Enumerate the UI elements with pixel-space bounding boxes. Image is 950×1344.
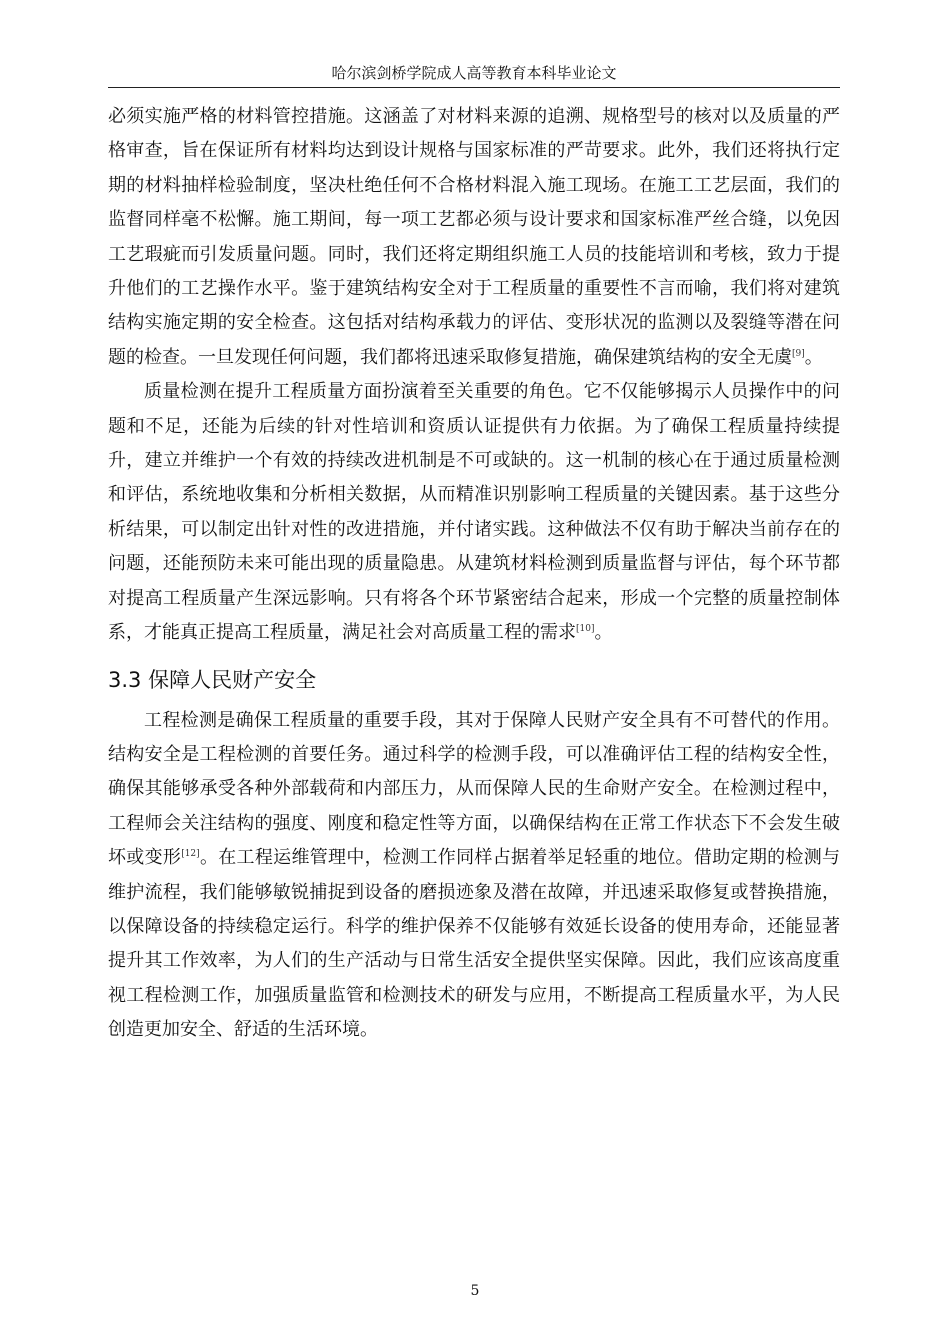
paragraph-text: 质量检测在提升工程质量方面扮演着至关重要的角色。它不仅能够揭示人员操作中的问题和不足，还能为后续的针对性培训和资质认证提供有力依据。为了确保工程质量持续提升，建立并维护一个有效的持续改进机制是不可或缺的。这一机制的核心在于通过质量检测和评估，系统地收集和分析相关数据，从而精准识别影响工程质量的关键因素。基于这些分析结果，可以制定出针对性的改进措施，并付诸实践。这种做法不仅有助于解决当前存在的问题，还能预防未来可能出现的质量隐患。从建筑材料检测到质量监督与评估，每个环节都对提高工程质量产生深远影响。只有将各个环节紧密结合起来，形成一个完整的质量控制体系，才能真正提高工程质量，满足社会对高质量工程的需求 bbox=[108, 381, 840, 644]
paragraph-tail: 。在工程运维管理中，检测工作同样占据着举足轻重的地位。借助定期的检测与维护流程，我们能够敏锐捕捉到设备的磨损迹象及潜在故障，并迅速采取修复或替换措施，以保障设备的持续稳定运行。科学的维护保养不仅能够有效延长设备的使用寿命，还能显著提升其工作效率，为人们的生产活动与日常生活安全提供坚实保障。因此，我们应该高度重视工程检测工作，加强质量监管和检测技术的研发与应用，不断提高工程质量水平，为人民创造更加安全、舒适的生活环境。 bbox=[108, 847, 841, 1041]
paragraph-quality-inspection bbox=[108, 375, 840, 650]
paragraph-tail: 。 bbox=[804, 346, 823, 368]
citation-ref: [9] bbox=[792, 348, 805, 359]
paragraph-text: 工程检测是确保工程质量的重要手段，其对于保障人民财产安全具有不可替代的作用。结构安全是工程检测的首要任务。通过科学的检测手段，可以准确评估工程的结构安全性，确保其能够承受各种外部载荷和内部压力，从而保障人民的生命财产安全。在检测过程中，工程师会关注结构的强度、刚度和稳定性等方面，以确保结构在正常工作状态下不会发生破坏或变形 bbox=[108, 709, 840, 869]
section-heading: 3.3 保障人民财产安全 bbox=[108, 667, 317, 692]
paragraph-materials bbox=[108, 100, 840, 375]
citation-ref: [10] bbox=[576, 624, 595, 635]
page-body bbox=[108, 100, 840, 1048]
header-rule bbox=[108, 87, 840, 88]
paragraph-text: 必须实施严格的材料管控措施。这涵盖了对材料来源的追溯、规格型号的核对以及质量的严格审查，旨在保证所有材料均达到设计规格与国家标准的严苛要求。此外，我们还将执行定期的材料抽样检验制度，坚决杜绝任何不合格材料混入施工现场。在施工工艺层面，我们的监督同样毫不松懈。施工期间，每一项工艺都必须与设计要求和国家标准严丝合缝，以免因工艺瑕疵而引发质量问题。同时，我们还将定期组织施工人员的技能培训和考核，致力于提升他们的工艺操作水平。鉴于建筑结构安全对于工程质量的重要性不言而喻，我们将对建筑结构实施定期的安全检查。这包括对结构承载力的评估、变形状况的监测以及裂缝等潜在问题的检查。一旦发现任何问题，我们都将迅速采取修复措施，确保建筑结构的安全无虞 bbox=[108, 106, 840, 368]
page-number: 5 bbox=[470, 1283, 480, 1299]
paragraph-tail: 。 bbox=[594, 622, 613, 644]
citation-ref: [12] bbox=[181, 849, 200, 860]
paragraph-safety bbox=[108, 704, 840, 1048]
running-header: 哈尔滨剑桥学院成人高等教育本科毕业论文 bbox=[331, 64, 617, 82]
